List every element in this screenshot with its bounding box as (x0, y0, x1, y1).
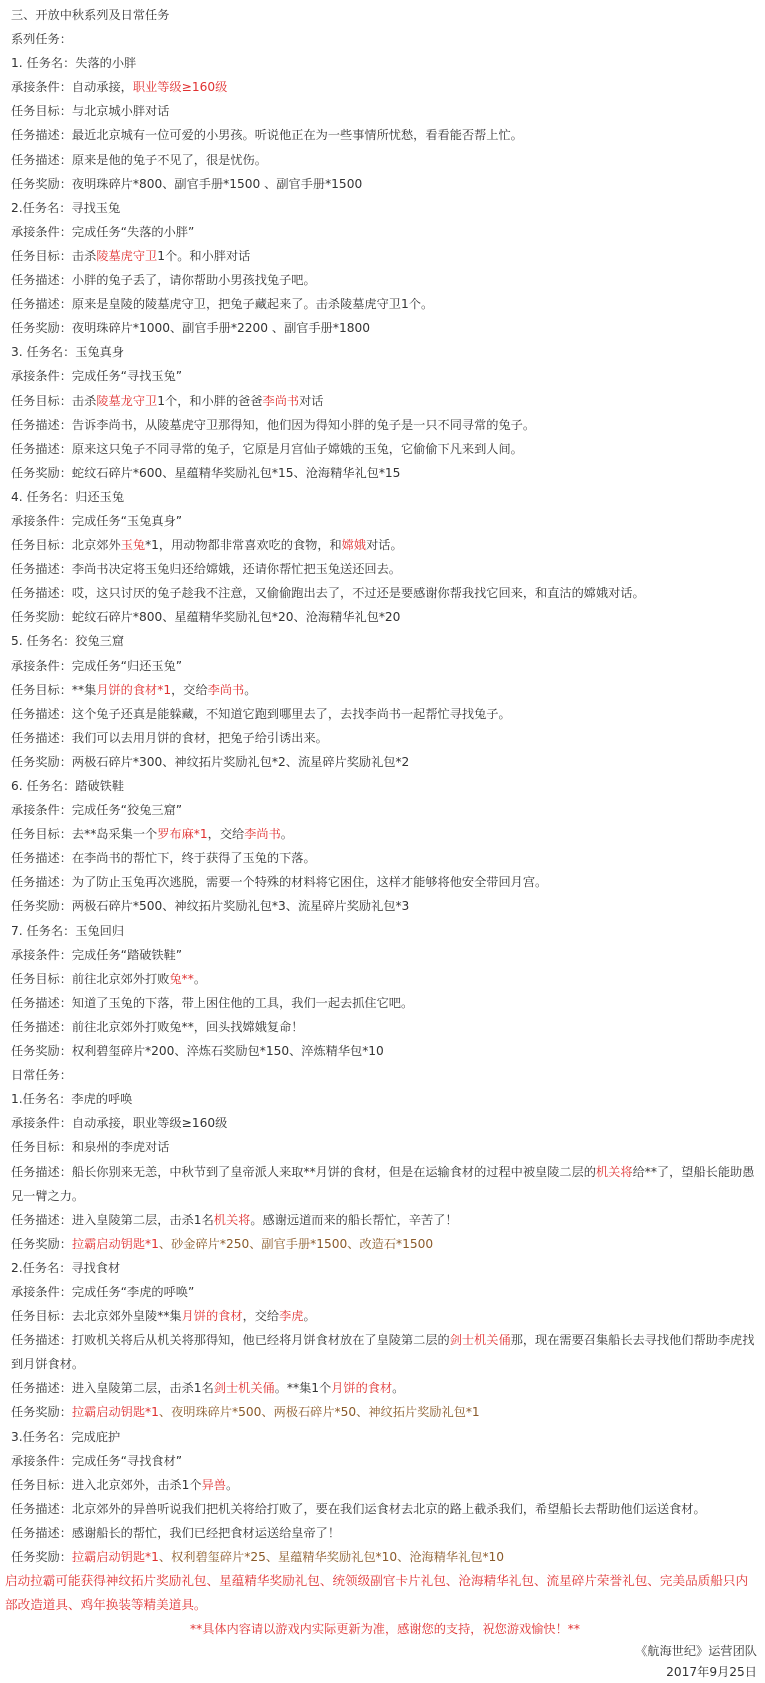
task-reward: 任务奖励：拉霸启动钥匙*1、砂金碎片*250、副官手册*1500、改造石*1500 (11, 1236, 434, 1251)
task-name: 5. 任务名：狡兔三窟 (11, 634, 125, 649)
task-name: 6. 任务名：踏破铁鞋 (11, 779, 125, 793)
task-target: 任务目标：前往北京郊外打败兔**。 (11, 971, 206, 986)
task-target: 任务目标：击杀陵墓虎守卫1个。和小胖对话 (11, 248, 251, 263)
task-condition: 承接条件：完成任务“玉兔真身” (11, 513, 183, 528)
date: 2017年9月25日 (666, 1665, 757, 1680)
task-description: 任务描述：我们可以去用月饼的食材，把兔子给引诱出来。 (11, 730, 328, 745)
task-reward: 任务奖励：两极石碎片*300、神纹拓片奖励礼包*2、流星碎片奖励礼包*2 (11, 754, 410, 769)
signature: 《航海世纪》运营团队 (635, 1644, 757, 1659)
task-description: 任务描述：李尚书决定将玉兔归还给嫦娥，还请你帮忙把玉兔送还回去。 (11, 562, 401, 577)
task-target: 任务目标：和泉州的李虎对话 (11, 1140, 170, 1155)
task-condition: 承接条件：自动承接，职业等级≥160级 (11, 80, 228, 95)
task-condition: 承接条件：完成任务“狡兔三窟” (11, 803, 183, 818)
task-name: 3.任务名：完成庇护 (11, 1429, 121, 1444)
lever-reward-note: 启动拉霸可能获得神纹拓片奖励礼包、星蕴精华奖励礼包、统领级副官卡片礼包、沧海精华礼包、流星碎片荣誉礼包、完美品质船只内部改造道具、鸡年换装等精美道具。 (5, 1573, 749, 1613)
task-target: 任务目标：北京郊外玉兔*1，用动物都非常喜欢吃的食物，和嫦娥对话。 (11, 538, 403, 553)
task-condition: 承接条件：完成任务“李虎的呼唤” (11, 1284, 195, 1299)
task-description: 任务描述：进入皇陵第二层，击杀1名机关将。感谢远道而来的船长帮忙，辛苦了！ (11, 1212, 458, 1227)
task-name: 2.任务名：寻找食材 (11, 1260, 121, 1275)
task-description: 任务描述：最近北京城有一位可爱的小男孩。听说他正在为一些事情所忧愁，看看能否帮上忙。 (11, 128, 523, 143)
task-reward: 任务奖励：两极石碎片*500、神纹拓片奖励礼包*3、流星碎片奖励礼包*3 (11, 899, 410, 914)
series-label: 系列任务： (11, 32, 72, 47)
target-npc: 李尚书 (244, 827, 281, 842)
target-monster: 玉兔 (120, 538, 146, 553)
task-name: 1.任务名：李虎的呼唤 (11, 1092, 133, 1107)
target-item: 罗布麻*1 (157, 827, 208, 842)
daily-label: 日常任务： (11, 1068, 72, 1083)
task-condition: 承接条件：完成任务“归还玉兔” (11, 658, 183, 673)
task-reward: 任务奖励：拉霸启动钥匙*1、权利碧玺碎片*25、星蕴精华奖励礼包*10、沧海精华礼包*10 (11, 1550, 505, 1564)
task-condition: 承接条件：完成任务“踏破铁鞋” (11, 947, 183, 962)
task-target: 任务目标：去**岛采集一个罗布麻*1，交给李尚书。 (11, 827, 293, 842)
task-reward: 任务奖励：夜明珠碎片*1000、副官手册*2200 、副官手册*1800 (11, 321, 370, 336)
lever-key-reward: 拉霸启动钥匙*1 (71, 1236, 159, 1251)
section-heading: 三、开放中秋系列及日常任务 (11, 8, 170, 22)
task-description: 任务描述：小胖的兔子丢了，请你帮助小男孩找兔子吧。 (11, 273, 316, 288)
task-description: 任务描述：在李尚书的帮忙下，终于获得了玉兔的下落。 (11, 851, 316, 866)
target-monster: 异兽 (201, 1477, 226, 1492)
target-monster: 陵墓虎守卫 (96, 248, 158, 263)
task-description: 任务描述：原来是他的兔子不见了，很是忧伤。 (11, 152, 267, 167)
target-monster: 陵墓龙守卫 (96, 393, 158, 408)
task-name: 3. 任务名：玉兔真身 (11, 345, 125, 360)
task-name: 1. 任务名：失落的小胖 (11, 56, 137, 71)
task-target: 任务目标：去北京郊外皇陵**集月饼的食材，交给李虎。 (11, 1309, 316, 1324)
task-reward: 任务奖励：拉霸启动钥匙*1、夜明珠碎片*500、两极石碎片*50、神纹拓片奖励礼包*1 (11, 1405, 480, 1420)
target-item: 月饼的食材 (331, 1381, 393, 1396)
target-item: 月饼的食材*1 (96, 682, 172, 697)
task-target: 任务目标：**集月饼的食材*1，交给李尚书。 (11, 682, 257, 697)
task-reward: 任务奖励：权利碧玺碎片*200、淬炼石奖励包*150、淬炼精华包*10 (11, 1044, 384, 1059)
task-reward: 任务奖励：蛇纹石碎片*800、星蕴精华奖励礼包*20、沧海精华礼包*20 (11, 610, 401, 625)
task-description: 任务描述：前往北京郊外打败兔**，回头找嫦娥复命！ (11, 1019, 304, 1034)
task-description: 任务描述：为了防止玉兔再次逃脱，需要一个特殊的材料将它困住，这样才能够将他安全带回月宫。 (11, 875, 548, 890)
task-name: 4. 任务名：归还玉兔 (11, 489, 125, 504)
target-monster: 机关将 (596, 1164, 633, 1179)
task-reward: 任务奖励：蛇纹石碎片*600、星蕴精华奖励礼包*15、沧海精华礼包*15 (11, 465, 401, 480)
task-name: 7. 任务名：玉兔回归 (11, 923, 125, 938)
level-requirement: 职业等级≥160级 (132, 80, 228, 95)
task-condition: 承接条件：完成任务“寻找玉兔” (11, 369, 183, 384)
lever-key-reward: 拉霸启动钥匙*1 (71, 1405, 159, 1420)
task-description: 任务描述：进入皇陵第二层，击杀1名剑士机关俑。**集1个月饼的食材。 (11, 1381, 405, 1396)
target-npc: 嫦娥 (341, 538, 367, 553)
task-description: 任务描述：打败机关将后从机关将那得知，他已经将月饼食材放在了皇陵第二层的剑士机关俑那，现在需要召集船长去寻找他们帮助李虎找到月饼食材。 (11, 1333, 755, 1372)
task-description: 任务描述：北京郊外的异兽听说我们把机关将给打败了，要在我们运食材去北京的路上截杀我们，希望船长去帮助他们运送食材。 (11, 1501, 706, 1516)
target-monster: 机关将 (213, 1212, 251, 1227)
task-description: 任务描述：告诉李尚书，从陵墓虎守卫那得知，他们因为得知小胖的兔子是一只不同寻常的兔子。 (11, 417, 536, 432)
target-npc: 李虎 (279, 1309, 304, 1324)
task-condition: 承接条件：自动承接，职业等级≥160级 (11, 1116, 228, 1131)
task-description: 任务描述：这个兔子还真是能躲藏，不知道它跑到哪里去了，去找李尚书一起帮忙寻找兔子。 (11, 706, 511, 721)
target-monster: 剑士机关俑 (213, 1381, 275, 1396)
task-description: 任务描述：原来是皇陵的陵墓虎守卫，把兔子藏起来了。击杀陵墓虎守卫1个。 (11, 297, 434, 312)
task-name: 2.任务名：寻找玉兔 (11, 200, 121, 215)
task-description: 任务描述：原来这只兔子不同寻常的兔子，它原是月宫仙子嫦娥的玉兔，它偷偷下凡来到人间。 (11, 441, 523, 456)
target-npc: 李尚书 (262, 393, 300, 408)
target-npc: 李尚书 (207, 682, 245, 697)
task-reward: 任务奖励：夜明珠碎片*800、副官手册*1500 、副官手册*1500 (11, 176, 363, 191)
task-condition: 承接条件：完成任务“失落的小胖” (11, 224, 195, 239)
task-description: 任务描述：知道了玉兔的下落，带上困住他的工具，我们一起去抓住它吧。 (11, 995, 414, 1010)
task-target: 任务目标：与北京城小胖对话 (11, 104, 170, 119)
target-monster: 剑士机关俑 (449, 1333, 511, 1348)
task-description: 任务描述：船长你别来无恙，中秋节到了皇帝派人来取**月饼的食材，但是在运输食材的过程中被皇陵二层的机关将给**了，望船长能助愚兄一臂之力。 (11, 1164, 755, 1203)
task-condition: 承接条件：完成任务“寻找食材” (11, 1453, 183, 1468)
target-monster: 兔** (169, 971, 194, 986)
task-description: 任务描述：哎，这只讨厌的兔子趁我不注意，又偷偷跑出去了，不过还是要感谢你帮我找它回来，和直沽的嫦娥对话。 (11, 586, 645, 601)
task-target: 任务目标：进入北京郊外，击杀1个异兽。 (11, 1477, 239, 1492)
closing-note: **具体内容请以游戏内实际更新为准，感谢您的支持，祝您游戏愉快！** (190, 1622, 580, 1637)
task-description: 任务描述：感谢船长的帮忙，我们已经把食材运送给皇帝了！ (11, 1525, 341, 1540)
target-item: 月饼的食材 (181, 1309, 243, 1324)
lever-key-reward: 拉霸启动钥匙*1 (71, 1550, 159, 1564)
task-target: 任务目标：击杀陵墓龙守卫1个，和小胖的爸爸李尚书对话 (11, 393, 324, 408)
